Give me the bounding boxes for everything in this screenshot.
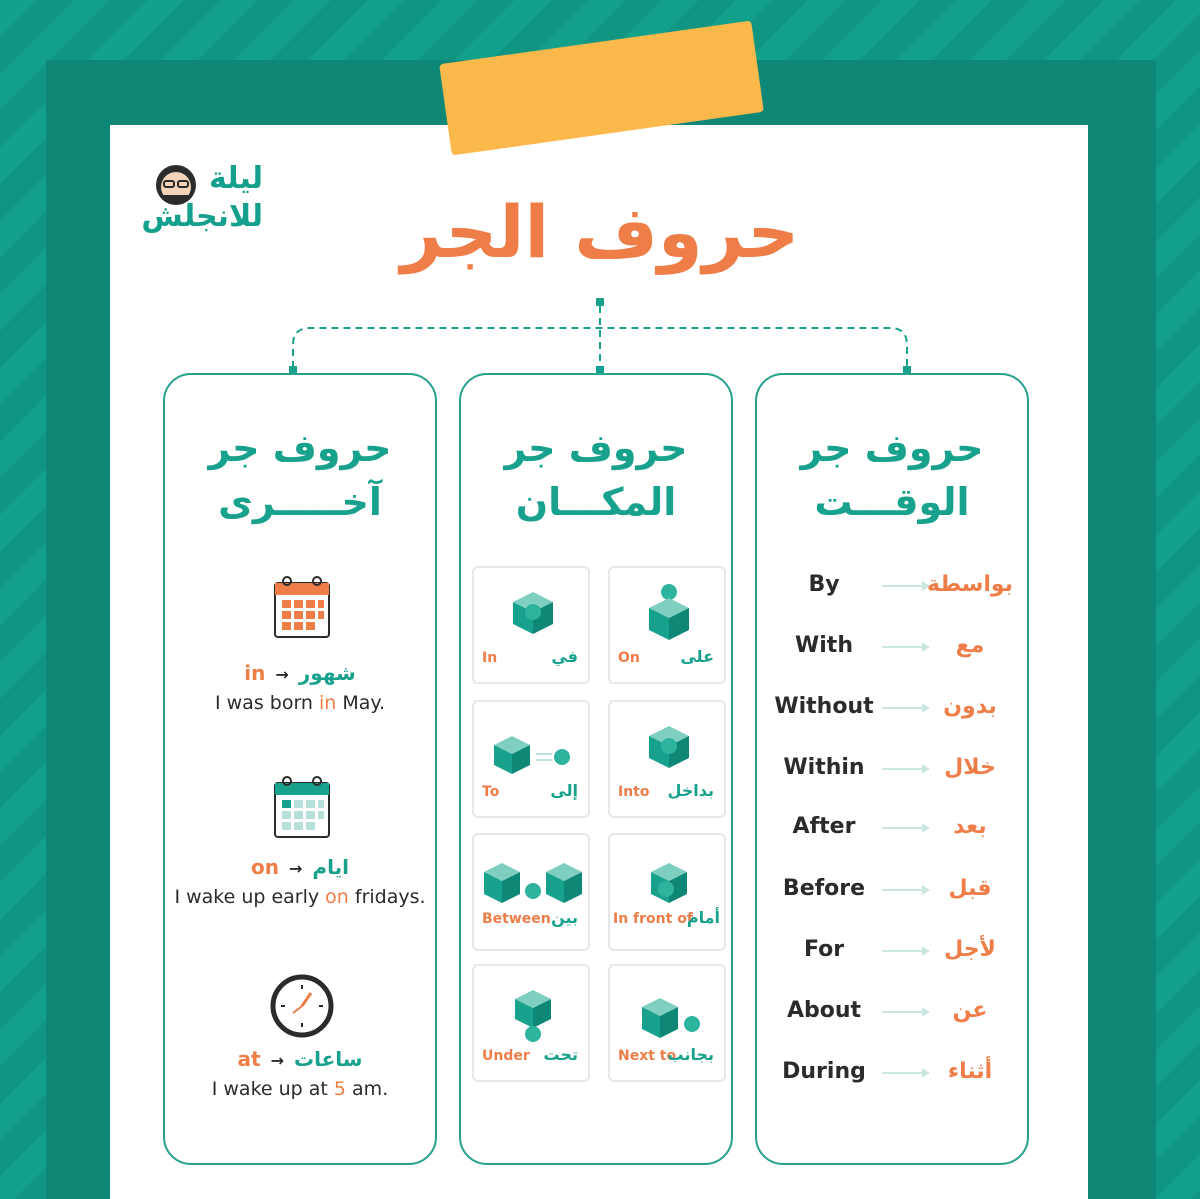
pair-after bbox=[764, 814, 1020, 854]
logo-text: ليلة للانجلش bbox=[141, 161, 263, 234]
example-in-sentence-start: I was born bbox=[215, 692, 320, 714]
example-at-arabic: ساعات bbox=[294, 1047, 363, 1071]
tile-under bbox=[472, 964, 590, 1082]
clock-icon bbox=[269, 973, 335, 1039]
tile-on-ar: على bbox=[680, 647, 714, 666]
example-at-sentence-end: am. bbox=[346, 1078, 389, 1100]
example-in-sentence-end: May. bbox=[336, 692, 385, 714]
tile-on-en: On bbox=[618, 650, 640, 666]
arrow-icon: → bbox=[289, 859, 303, 878]
example-on-sentence-end: fridays. bbox=[348, 886, 426, 908]
pair-about bbox=[764, 998, 1020, 1038]
pair-for bbox=[764, 937, 1020, 977]
tile-into bbox=[608, 700, 726, 818]
pair-for-en: For bbox=[803, 937, 845, 962]
cube-under-icon bbox=[474, 966, 592, 1056]
tile-in-ar: في bbox=[551, 647, 578, 666]
column-other-title-1: حروف جر bbox=[208, 426, 392, 470]
tile-infront-en: In front of bbox=[613, 911, 693, 927]
example-at-prep: at bbox=[237, 1047, 261, 1071]
pair-during-ar: أثناء bbox=[947, 1059, 993, 1084]
example-on-sentence-start: I wake up early bbox=[174, 886, 326, 908]
tile-to bbox=[472, 700, 590, 818]
pair-with-ar: مع bbox=[955, 633, 985, 658]
tile-infront bbox=[608, 833, 726, 951]
arrow-icon: → bbox=[275, 665, 289, 684]
calendar-day-icon bbox=[273, 775, 331, 839]
example-in-sentence-highlight: in bbox=[319, 692, 337, 714]
pair-by bbox=[764, 572, 1020, 612]
pair-before-en: Before bbox=[782, 876, 866, 901]
calendar-month-icon bbox=[273, 575, 331, 639]
tile-into-ar: بداخل bbox=[667, 781, 714, 800]
tile-infront-ar: أمام bbox=[686, 908, 720, 927]
tile-to-ar: إلى bbox=[550, 781, 578, 800]
tile-nextto-ar: بجانب bbox=[667, 1045, 714, 1064]
cube-nextto-icon bbox=[610, 966, 728, 1056]
tile-under-en: Under bbox=[482, 1048, 530, 1064]
tile-to-en: To bbox=[482, 784, 500, 800]
pair-within-en: Within bbox=[783, 755, 865, 780]
pair-before-ar: قبل bbox=[948, 876, 992, 901]
tile-into-en: Into bbox=[618, 784, 650, 800]
pair-with-en: With bbox=[795, 633, 853, 658]
pair-without-en: Without bbox=[774, 694, 874, 719]
pair-with bbox=[764, 633, 1020, 673]
pair-after-en: After bbox=[792, 814, 856, 839]
column-other-title-2: آخـــــرى bbox=[218, 480, 382, 524]
example-at-sentence-highlight: 5 bbox=[333, 1078, 346, 1100]
tile-in-en: In bbox=[482, 650, 498, 666]
tile-nextto-en: Next to bbox=[618, 1048, 677, 1064]
pair-during-en: During bbox=[782, 1059, 866, 1084]
column-place-title-2: المكـــان bbox=[515, 480, 677, 524]
arrow-icon: → bbox=[270, 1051, 284, 1070]
pair-without bbox=[764, 694, 1020, 734]
example-in-arabic: شهور bbox=[298, 661, 356, 685]
pair-by-ar: بواسطة bbox=[926, 572, 1013, 597]
pair-before bbox=[764, 876, 1020, 916]
pair-after-ar: بعد bbox=[953, 814, 987, 839]
example-on-sentence-highlight: on bbox=[325, 886, 349, 908]
example-on-prep: on bbox=[251, 855, 280, 879]
tile-between-ar: بين bbox=[551, 908, 578, 927]
example-at-sentence-start: I wake up at bbox=[211, 1078, 334, 1100]
pair-by-en: By bbox=[808, 572, 840, 597]
example-in bbox=[165, 659, 435, 717]
cube-to-icon bbox=[474, 702, 592, 792]
page-title: حروف الجر bbox=[400, 190, 800, 274]
pair-without-ar: بدون bbox=[943, 694, 997, 719]
column-place-title-1: حروف جر bbox=[504, 426, 688, 470]
pair-about-en: About bbox=[786, 998, 862, 1023]
column-other bbox=[163, 373, 437, 1165]
pair-for-ar: لأجل bbox=[944, 937, 996, 962]
connector-tree bbox=[0, 0, 1200, 400]
cube-on-icon bbox=[610, 568, 728, 658]
example-at bbox=[165, 1045, 435, 1103]
example-on bbox=[165, 853, 435, 911]
pair-about-ar: عن bbox=[952, 998, 988, 1023]
column-time-title-1: حروف جر bbox=[800, 426, 984, 470]
tile-nextto bbox=[608, 964, 726, 1082]
example-in-prep: in bbox=[244, 661, 266, 685]
pair-during bbox=[764, 1059, 1020, 1099]
cube-into-icon bbox=[610, 702, 728, 792]
example-on-arabic: ايام bbox=[312, 855, 349, 879]
tile-between bbox=[472, 833, 590, 951]
tile-between-en: Between bbox=[482, 911, 551, 927]
cube-in-icon bbox=[474, 568, 592, 658]
tile-in bbox=[472, 566, 590, 684]
tile-under-ar: تحت bbox=[543, 1045, 578, 1064]
pair-within-ar: خلال bbox=[944, 755, 996, 780]
pair-within bbox=[764, 755, 1020, 795]
tile-on bbox=[608, 566, 726, 684]
column-time-title-2: الوقـــت bbox=[814, 480, 970, 524]
